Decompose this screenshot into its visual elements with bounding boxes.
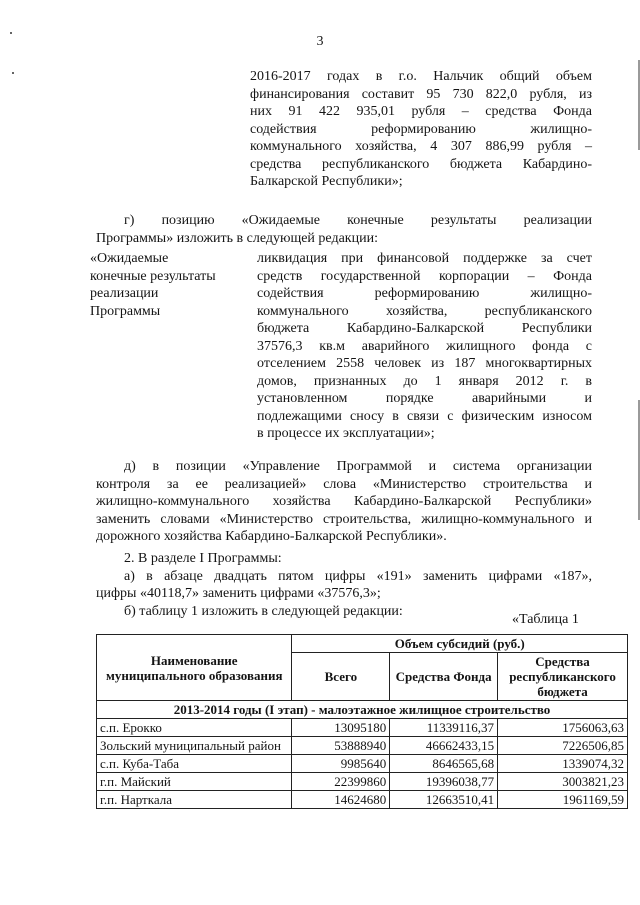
- scan-speck: [12, 72, 14, 74]
- text-line: отселением 2558 человек из 187 многоквартирных: [257, 356, 592, 371]
- cell-budget: 3003821,23: [498, 773, 628, 791]
- section-title: 2013-2014 годы (I этап) - малоэтажное жилищное строительство: [97, 701, 628, 719]
- cell-total: 9985640: [292, 755, 390, 773]
- text-line: них 91 422 935,01 рубля – средства Фонда: [250, 104, 592, 119]
- text-line: 37576,3 кв.м аварийного жилищного фонда с: [257, 338, 592, 354]
- cell-total: 14624680: [292, 791, 390, 809]
- cell-budget: 1339074,32: [498, 755, 628, 773]
- text-line: коммунального хозяйства, республиканского: [257, 303, 592, 319]
- text-line: содействия реформированию жилищно-: [250, 121, 592, 137]
- text-line: коммунального хозяйства, 4 307 886,99 рубля –: [250, 139, 592, 154]
- text-line: финансирования составит 95 730 822,0 рубля, из: [250, 86, 592, 102]
- text-line: б) таблицу 1 изложить в следующей редакции:: [124, 603, 403, 619]
- paragraph-g: [96, 212, 592, 247]
- cell-fund: 12663510,41: [390, 791, 498, 809]
- text-line: в процессе их эксплуатации»;: [257, 426, 435, 441]
- cell-name: г.п. Майский: [97, 773, 292, 791]
- subsidies-table: [96, 634, 628, 809]
- text-line: заменить словами «Министерство строительства, жилищно-коммунального и: [96, 511, 592, 527]
- text-line: 2016-2017 годах в г.о. Нальчик общий объем: [250, 69, 592, 84]
- text-line: подлежащими сносу в связи с физическим износом: [257, 408, 592, 424]
- text-line: ликвидация при финансовой поддержке за счет: [257, 251, 592, 266]
- text-line: д) в позиции «Управление Программой и система организации: [124, 459, 592, 474]
- cell-fund: 46662433,15: [390, 737, 498, 755]
- label-line: конечные результаты: [90, 268, 216, 284]
- cell-name: Зольский муниципальный район: [97, 737, 292, 755]
- cell-name: с.п. Куба-Таба: [97, 755, 292, 773]
- text-line: домов, признанных до 1 января 2012 г. в: [257, 373, 592, 389]
- table-header-row: [97, 635, 628, 653]
- results-text: [257, 250, 592, 443]
- text-line: установленном порядке аварийными и: [257, 391, 592, 406]
- column-header-fund: Средства Фонда: [390, 653, 498, 701]
- text-line: г) позицию «Ожидаемые конечные результаты реализации: [124, 213, 592, 228]
- cell-total: 53888940: [292, 737, 390, 755]
- table-row: [97, 773, 628, 791]
- financing-paragraph: [250, 68, 592, 191]
- section-heading: 2. В разделе I Программы:: [124, 551, 282, 566]
- column-group-header: Объем субсидий (руб.): [292, 635, 628, 653]
- text-line: Программы» изложить в следующей редакции:: [96, 230, 378, 246]
- label-line: Программы: [90, 303, 161, 319]
- results-label: [90, 250, 240, 320]
- cell-budget: 1961169,59: [498, 791, 628, 809]
- column-header-budget: Средства республиканского бюджета: [498, 653, 628, 701]
- text-line: средств государственной корпорации – Фонда: [257, 268, 592, 284]
- cell-fund: 8646565,68: [390, 755, 498, 773]
- text-line: контроля за ее реализацией» слова «Министерство строительства и: [96, 476, 592, 492]
- table-row: [97, 719, 628, 737]
- cell-budget: 1756063,63: [498, 719, 628, 737]
- table-row: [97, 737, 628, 755]
- cell-budget: 7226506,85: [498, 737, 628, 755]
- cell-name: г.п. Нарткала: [97, 791, 292, 809]
- cell-name: с.п. Ерокко: [97, 719, 292, 737]
- cell-total: 22399860: [292, 773, 390, 791]
- paragraph-d: [96, 458, 592, 546]
- table-row: [97, 755, 628, 773]
- text-line: содействия реформированию жилищно-: [257, 286, 592, 301]
- table-caption: «Таблица 1: [512, 612, 579, 627]
- table-row: [97, 791, 628, 809]
- column-header-total: Всего: [292, 653, 390, 701]
- cell-fund: 11339116,37: [390, 719, 498, 737]
- cell-fund: 19396038,77: [390, 773, 498, 791]
- text-line: жилищно-коммунального хозяйства Кабардино-Балкарской Республики»: [96, 494, 592, 509]
- section-2: [96, 550, 592, 620]
- cell-total: 13095180: [292, 719, 390, 737]
- text-line: цифры «40118,7» заменить цифрами «37576,3»;: [96, 586, 381, 601]
- label-line: реализации: [90, 286, 159, 301]
- text-line: средства республиканского бюджета Кабардино-: [250, 156, 592, 172]
- text-line: бюджета Кабардино-Балкарской Республики: [257, 321, 592, 336]
- table-section-row: [97, 701, 628, 719]
- label-line: «Ожидаемые: [90, 251, 169, 266]
- text-line: а) в абзаце двадцать пятом цифры «191» заменить цифрами «187»,: [124, 568, 592, 584]
- page-number: 3: [316, 34, 324, 49]
- column-header-municipality: Наименование муниципального образования: [97, 635, 292, 701]
- text-line: дорожного хозяйства Кабардино-Балкарской Республики».: [96, 529, 447, 544]
- text-line: Балкарской Республики»;: [250, 174, 403, 189]
